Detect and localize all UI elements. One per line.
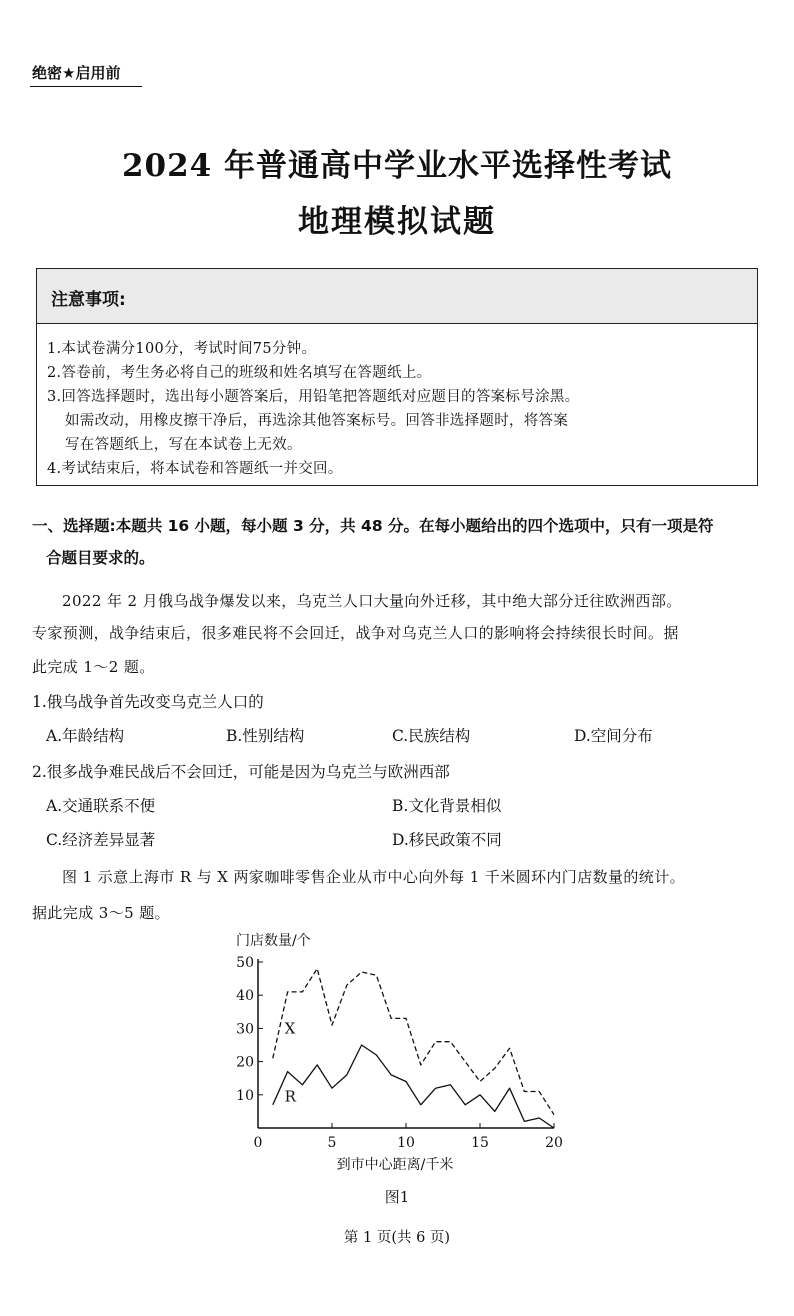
section-heading: 一、选择题:本题共 16 小题，每小题 3 分，共 48 分。在每小题给出的四个选项中，只有一项是符: [32, 517, 714, 535]
passage2-line2: 据此完成 3～5 题。: [32, 904, 171, 922]
q1-option-c: C.民族结构: [392, 727, 471, 745]
series-label-x: X: [284, 1019, 296, 1038]
section-heading-cont: 合题目要求的。: [46, 549, 155, 567]
x-axis-label: 到市中心距离/千米: [336, 1157, 454, 1173]
exam-title: 2024 年普通高中学业水平选择性考试: [121, 148, 673, 184]
figure-caption: 图1: [384, 1188, 410, 1206]
x-tick-label: 20: [545, 1135, 563, 1151]
store-count-chart: [220, 925, 580, 1180]
x-tick-label: 0: [253, 1135, 263, 1151]
q2-option-b: B.文化背景相似: [392, 797, 502, 815]
x-tick-label: 15: [471, 1135, 489, 1151]
notice-item-4: 4.考试结束后，将本试卷和答题纸一并交回。: [47, 461, 343, 477]
y-tick-label: 10: [236, 1087, 254, 1104]
y-tick-label: 30: [236, 1021, 254, 1038]
passage1-line3: 此完成 1～2 题。: [32, 658, 155, 676]
notice-box: [36, 268, 758, 486]
question-2-stem: 2.很多战争难民战后不会回迁，可能是因为乌克兰与欧洲西部: [32, 763, 450, 781]
notice-item-3-cont: 如需改动，用橡皮擦干净后，再选涂其他答案标号。回答非选择题时，将答案: [65, 413, 569, 429]
y-axis-label: 门店数量/个: [236, 933, 311, 949]
passage2-line1: 图 1 示意上海市 R 与 X 两家咖啡零售企业从市中心向外每 1 千米圆环内门店数量的统计。: [62, 868, 686, 886]
y-tick-label: 50: [236, 955, 254, 971]
notice-item-3: 3.回答选择题时，选出每小题答案后，用铅笔把答题纸对应题目的答案标号涂黑。: [47, 389, 580, 405]
notice-heading: 注意事项:: [51, 290, 126, 310]
x-tick-label: 10: [397, 1135, 415, 1151]
q2-option-d: D.移民政策不同: [392, 831, 502, 849]
q1-option-a: A.年龄结构: [46, 727, 125, 745]
exam-subtitle: 地理模拟试题: [298, 204, 496, 240]
page-footer: 第 1 页(共 6 页): [343, 1230, 451, 1246]
passage1-line1: 2022 年 2 月俄乌战争爆发以来，乌克兰人口大量向外迁移，其中绝大部分迁往欧洲西部。: [62, 592, 682, 610]
q2-option-c: C.经济差异显著: [46, 831, 156, 849]
notice-item-1: 1.本试卷满分100分，考试时间75分钟。: [47, 341, 317, 357]
series-label-r: R: [284, 1087, 296, 1106]
q1-option-d: D.空间分布: [574, 727, 653, 745]
series-line-r: [273, 1045, 554, 1128]
passage1-line2: 专家预测，战争结束后，很多难民将不会回迁，战争对乌克兰人口的影响将会持续很长时间。据: [32, 624, 679, 642]
q1-option-b: B.性别结构: [226, 727, 305, 745]
notice-item-2: 2.答卷前，考生务必将自己的班级和姓名填写在答题纸上。: [47, 365, 432, 381]
confidential-label: 绝密★启用前: [32, 64, 121, 82]
question-1-stem: 1.俄乌战争首先改变乌克兰人口的: [32, 693, 264, 711]
y-tick-label: 40: [236, 988, 254, 1005]
notice-header: [37, 269, 757, 324]
y-tick-label: 20: [236, 1054, 254, 1071]
q2-option-a: A.交通联系不便: [46, 797, 156, 815]
x-tick-label: 5: [327, 1135, 337, 1151]
confidential-underline: [30, 86, 142, 87]
notice-item-3-cont2: 写在答题纸上，写在本试卷上无效。: [65, 437, 302, 453]
